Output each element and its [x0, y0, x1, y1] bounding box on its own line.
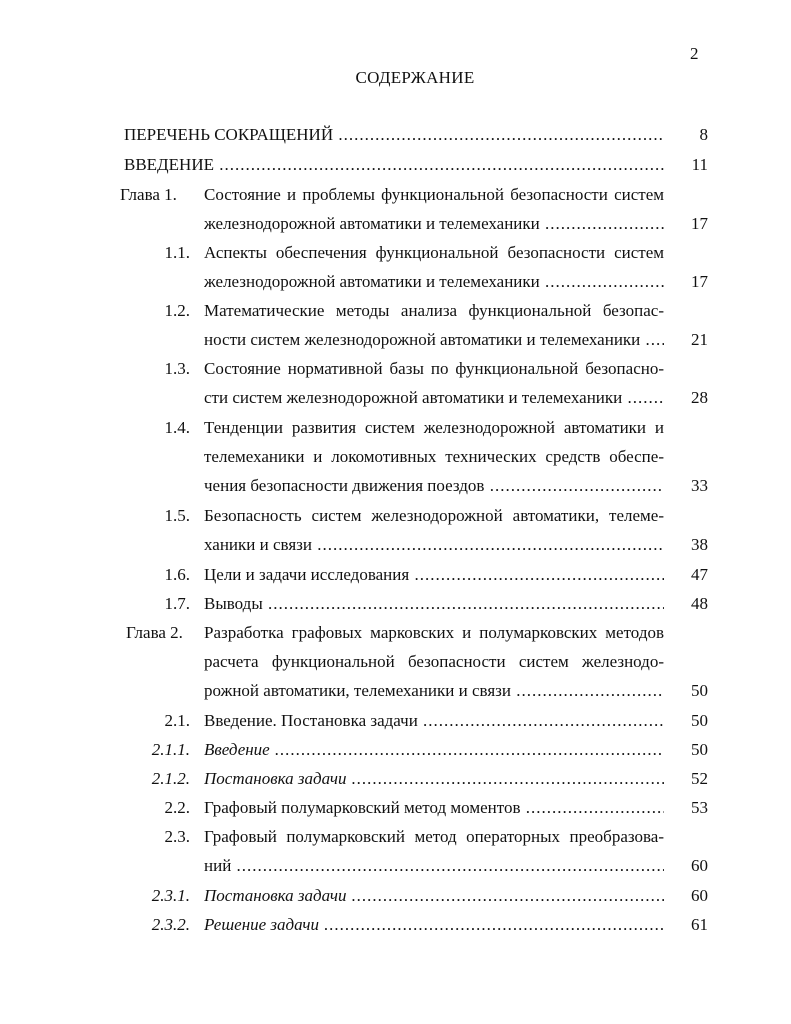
toc-entry-text: Математические методы анализа функциональной безопас- — [204, 301, 664, 320]
toc-chapter-label: Глава 2. — [126, 623, 183, 642]
toc-entry-text: Графовый полумарковский метод моментов ..... — [204, 797, 664, 819]
toc-entry-page: 52 — [691, 769, 708, 788]
toc-entry-text: ний ..... — [204, 855, 664, 877]
toc-section-number: 2.2. — [164, 798, 190, 817]
toc-section-number: 1.5. — [164, 506, 190, 525]
toc-entry-page: 17 — [691, 272, 708, 291]
toc-entry-page: 61 — [691, 915, 708, 934]
toc-section-number: 1.4. — [164, 418, 190, 437]
page-number: 2 — [690, 44, 699, 63]
toc-section-number: 1.1. — [164, 243, 190, 262]
toc-entry-page: 11 — [691, 155, 708, 174]
toc-entry-text: ВВЕДЕНИЕ ..... — [124, 154, 664, 176]
toc-entry-text: ханики и связи ..... — [204, 534, 664, 556]
toc-entry-page: 28 — [691, 388, 708, 407]
toc-entry-text: Выводы ..... — [204, 593, 664, 615]
toc-entry-text: Цели и задачи исследования ..... — [204, 564, 664, 586]
toc-section-number: 2.3. — [164, 827, 190, 846]
toc-section-number: 1.3. — [164, 359, 190, 378]
toc-entry-text: телемеханики и локомотивных технических средств обеспе- — [204, 447, 664, 466]
toc-section-number: 2.3.2. — [151, 915, 190, 934]
toc-entry-page: 50 — [691, 740, 708, 759]
toc-entry-page: 33 — [691, 476, 708, 495]
toc-chapter-label: Глава 1. — [120, 185, 177, 204]
toc-entry-text: Разработка графовых марковских и полумарковских методов — [204, 623, 664, 642]
toc-entry-text: железнодорожной автоматики и телемеханики ..... — [204, 213, 664, 235]
toc-entry-page: 60 — [691, 886, 708, 905]
toc-entry-text: рожной автоматики, телемеханики и связи ..... — [204, 680, 664, 702]
page-title: СОДЕРЖАНИЕ — [355, 68, 475, 87]
toc-entry-text: сти систем железнодорожной автоматики и телемеханики ..... — [204, 387, 664, 409]
toc-entry-page: 60 — [691, 856, 708, 875]
toc-section-number: 2.1.2. — [151, 769, 190, 788]
toc-section-number: 2.1.1. — [151, 740, 190, 759]
toc-entry-text: расчета функциональной безопасности систем железнодо- — [204, 652, 664, 671]
toc-entry-page: 38 — [691, 535, 708, 554]
toc-section-number: 2.3.1. — [151, 886, 190, 905]
toc-entry-text: Введение ..... — [204, 739, 664, 761]
toc-entry-page: 21 — [691, 330, 708, 349]
toc-section-number: 1.6. — [164, 565, 190, 584]
toc-entry-text: Аспекты обеспечения функциональной безопасности систем — [204, 243, 664, 262]
toc-section-number: 1.2. — [164, 301, 190, 320]
toc-entry-text: Решение задачи ..... — [204, 914, 664, 936]
toc-entry-text: Введение. Постановка задачи ..... — [204, 710, 664, 732]
toc-entry-page: 17 — [691, 214, 708, 233]
toc-entry-text: Состояние и проблемы функциональной безопасности систем — [204, 185, 664, 204]
toc-entry-text: железнодорожной автоматики и телемеханики ..... — [204, 271, 664, 293]
toc-entry-page: 47 — [691, 565, 708, 584]
toc-entry-page: 48 — [691, 594, 708, 613]
toc-entry-text: Постановка задачи ..... — [204, 768, 664, 790]
toc-section-number: 2.1. — [164, 711, 190, 730]
toc-entry-page: 50 — [691, 711, 708, 730]
toc-entry-text: Графовый полумарковский метод операторных преобразова- — [204, 827, 664, 846]
toc-entry-text: ПЕРЕЧЕНЬ СОКРАЩЕНИЙ ..... — [124, 124, 664, 146]
toc-entry-text: Постановка задачи ..... — [204, 885, 664, 907]
toc-entry-text: ности систем железнодорожной автоматики и телемеханики ..... — [204, 329, 664, 351]
toc-entry-page: 8 — [699, 125, 708, 144]
toc-entry-text: Состояние нормативной базы по функциональной безопасно- — [204, 359, 664, 378]
toc-section-number: 1.7. — [164, 594, 190, 613]
toc-entry-page: 50 — [691, 681, 708, 700]
toc-entry-text: Безопасность систем железнодорожной автоматики, телеме- — [204, 506, 664, 525]
toc-entry-page: 53 — [691, 798, 708, 817]
toc-entry-text: чения безопасности движения поездов ..... — [204, 475, 664, 497]
toc-entry-text: Тенденции развития систем железнодорожной автоматики и — [204, 418, 664, 437]
